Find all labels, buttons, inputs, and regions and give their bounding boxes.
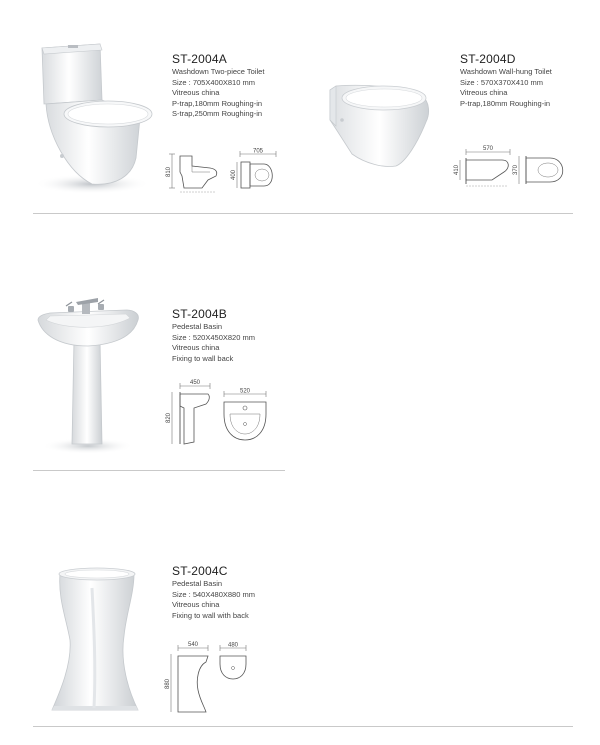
dim-label: 810 — [166, 166, 172, 178]
dim-label: 410 — [454, 164, 460, 176]
sculpted-pedestal-basin-photo — [36, 558, 154, 720]
basin-side-drawing — [164, 378, 218, 450]
spec-line: Fixing to wall back — [172, 353, 234, 363]
dim-label: 880 — [165, 678, 171, 690]
toilet-side-drawing — [166, 148, 228, 196]
spec-line: Vitreous china — [172, 88, 220, 97]
spec-line: Size : 520X450X820 mm — [172, 332, 255, 342]
product-specs — [172, 67, 264, 120]
product-code: ST-2004C — [172, 564, 228, 578]
spec-line: Size : 705X400X810 mm — [172, 77, 255, 87]
spec-line: Vitreous china — [172, 343, 220, 352]
two-piece-toilet-photo — [28, 38, 156, 196]
dim-label: 480 — [227, 642, 239, 649]
pedestal-basin-photo — [30, 288, 146, 456]
dim-label: 520 — [239, 388, 251, 395]
wall-hung-top-drawing — [514, 150, 572, 190]
dim-label: 820 — [166, 412, 172, 424]
section-divider — [33, 213, 573, 214]
product-specs — [172, 579, 255, 621]
spec-line: Washdown Wall-hung Toilet — [460, 67, 552, 76]
spec-line: P-trap,180mm Roughing-in — [460, 98, 551, 108]
sculpted-basin-top-drawing — [216, 642, 250, 682]
section-divider — [33, 726, 573, 727]
spec-line: Washdown Two-piece Toilet — [172, 67, 265, 76]
section-divider — [33, 470, 285, 471]
dim-label: 370 — [513, 164, 519, 176]
dim-label: 705 — [252, 148, 264, 155]
sculpted-basin-side-drawing — [164, 640, 214, 716]
basin-top-drawing — [218, 388, 270, 444]
spec-line: S-trap,250mm Roughing-in — [172, 109, 263, 118]
product-specs — [172, 322, 255, 364]
wall-hung-toilet-photo — [322, 80, 434, 172]
spec-line: Pedestal Basin — [172, 322, 223, 331]
spec-line: Fixing to wall with back — [172, 610, 249, 620]
dim-label: 400 — [231, 169, 237, 181]
product-specs — [460, 67, 552, 109]
spec-line: Vitreous china — [172, 600, 220, 609]
product-code: ST-2004D — [460, 52, 516, 66]
product-code: ST-2004B — [172, 307, 227, 321]
spec-line: Size : 570X370X410 mm — [460, 77, 543, 87]
spec-line: Size : 540X480X880 mm — [172, 589, 255, 599]
dim-label: 540 — [187, 642, 199, 648]
dim-label: 570 — [482, 146, 494, 152]
spec-line: Vitreous china — [460, 88, 508, 97]
wall-hung-side-drawing — [452, 144, 516, 190]
product-code: ST-2004A — [172, 52, 227, 66]
spec-line: Pedestal Basin — [172, 579, 223, 588]
spec-line: P-trap,180mm Roughing-in — [172, 98, 263, 108]
dim-label: 450 — [189, 380, 201, 386]
toilet-top-drawing — [232, 148, 280, 196]
